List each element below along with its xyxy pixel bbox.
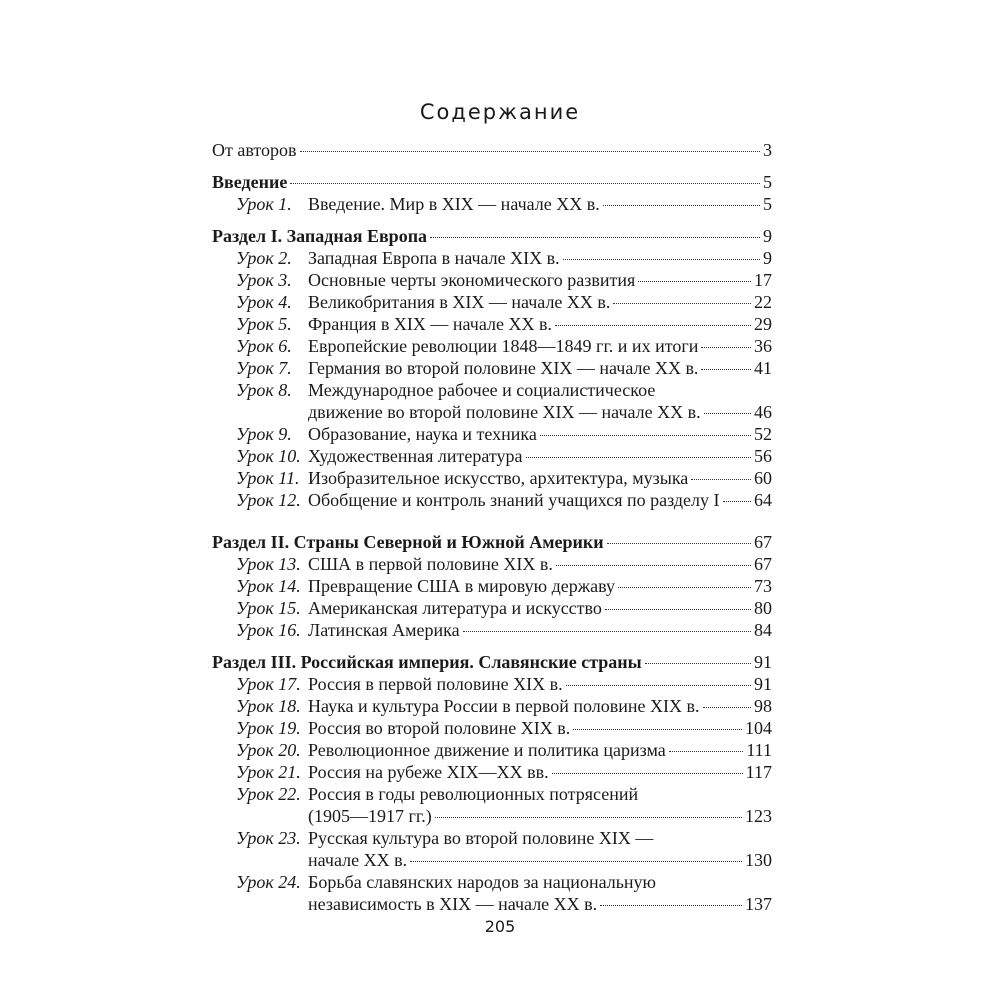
dot-leader: [290, 183, 760, 184]
lesson-number: Урок 4.: [236, 292, 292, 312]
toc-lesson-row: [212, 597, 772, 619]
lesson-number: Урок 2.: [236, 248, 292, 268]
dot-leader: [552, 773, 743, 774]
dot-leader: [435, 817, 742, 818]
toc-page-number: 5: [763, 172, 772, 192]
dot-leader: [566, 685, 751, 686]
toc-page-number: 56: [754, 446, 772, 466]
dot-leader: [703, 707, 752, 708]
toc-page-number: 41: [754, 358, 772, 378]
dot-leader: [603, 205, 760, 206]
dot-leader: [605, 609, 751, 610]
dot-leader: [430, 237, 760, 238]
lesson-number: Урок 5.: [236, 314, 292, 334]
toc-spacer: [212, 215, 772, 225]
toc-page-number: 111: [746, 740, 772, 760]
toc-section-title: Раздел I. Западная Европа: [212, 226, 428, 246]
lesson-title: Изобразительное искусство, архитектура, музыка: [308, 468, 689, 488]
toc-section-row: [212, 171, 772, 193]
toc-lesson-row: [212, 575, 772, 597]
dot-leader: [410, 861, 742, 862]
lesson-title: Россия на рубеже XIX—XX вв.: [308, 762, 549, 782]
lesson-title: Европейские революции 1848—1849 гг. и их итоги: [308, 336, 699, 356]
toc-lesson-row: [212, 247, 772, 269]
lesson-number: Урок 16.: [236, 620, 301, 640]
lesson-number: Урок 14.: [236, 576, 301, 596]
lesson-number: Урок 6.: [236, 336, 292, 356]
dot-leader: [723, 501, 751, 502]
toc-lesson-row: [212, 695, 772, 717]
dot-leader: [540, 435, 751, 436]
toc-spacer: [212, 511, 772, 531]
toc-lesson-row: [212, 739, 772, 761]
lesson-title: Образование, наука и техника: [308, 424, 537, 444]
toc-lesson-continuation: [212, 805, 772, 827]
toc-lesson-row: [212, 783, 772, 805]
lesson-number: Урок 11.: [236, 468, 300, 488]
lesson-number: Урок 17.: [236, 674, 301, 694]
lesson-title: Германия во второй половине XIX — начале XX в.: [308, 358, 699, 378]
toc-lesson-row: [212, 269, 772, 291]
dot-leader: [526, 457, 751, 458]
lesson-title: Американская литература и искусство: [308, 598, 602, 618]
lesson-title-continued: независимость в XIX — начале XX в.: [308, 894, 598, 914]
dot-leader: [607, 543, 751, 544]
lesson-number: Урок 19.: [236, 718, 301, 738]
toc-page-number: 52: [754, 424, 772, 444]
toc-page-number: 9: [763, 226, 772, 246]
toc-page-number: 80: [754, 598, 772, 618]
toc-entry-title: От авторов: [212, 140, 297, 160]
dot-leader: [573, 729, 742, 730]
lesson-title: Художественная литература: [308, 446, 523, 466]
dot-leader: [555, 325, 751, 326]
toc-page-number: 73: [754, 576, 772, 596]
toc-lesson-row: [212, 335, 772, 357]
dot-leader: [618, 587, 751, 588]
toc-lesson-continuation: [212, 893, 772, 915]
toc-page-number: 46: [754, 402, 772, 422]
dot-leader: [463, 631, 751, 632]
toc-page-number: 29: [754, 314, 772, 334]
lesson-number: Урок 22.: [236, 784, 301, 804]
dot-leader: [691, 479, 751, 480]
toc-page-number: 22: [754, 292, 772, 312]
dot-leader: [613, 303, 751, 304]
lesson-title: Борьба славянских народов за национальную: [308, 872, 656, 892]
toc-page-number: 64: [754, 490, 772, 510]
lesson-title-continued: (1905—1917 гг.): [308, 806, 432, 826]
toc-page-number: 36: [754, 336, 772, 356]
toc-page-number: 104: [745, 718, 772, 738]
toc-spacer: [212, 641, 772, 651]
lesson-title: Обобщение и контроль знаний учащихся по разделу I: [308, 490, 720, 510]
lesson-title: Россия во второй половине XIX в.: [308, 718, 571, 738]
toc-lesson-row: [212, 193, 772, 215]
lesson-title: Россия в первой половине XIX в.: [308, 674, 563, 694]
lesson-number: Урок 7.: [236, 358, 292, 378]
toc-lesson-row: [212, 489, 772, 511]
lesson-number: Урок 18.: [236, 696, 301, 716]
dot-leader: [701, 347, 751, 348]
lesson-number: Урок 9.: [236, 424, 292, 444]
lesson-title: Латинская Америка: [308, 620, 460, 640]
toc-page-number: 137: [745, 894, 772, 914]
toc-page-number: 17: [754, 270, 772, 290]
page-number: 205: [484, 917, 516, 936]
lesson-number: Урок 20.: [236, 740, 301, 760]
toc-section-title: Введение: [212, 172, 288, 192]
toc-spacer: [212, 161, 772, 171]
lesson-number: Урок 1.: [236, 194, 292, 214]
lesson-number: Урок 23.: [236, 828, 301, 848]
lesson-title: Западная Европа в начале XIX в.: [308, 248, 560, 268]
lesson-number: Урок 21.: [236, 762, 301, 782]
dot-leader: [701, 369, 751, 370]
dot-leader: [600, 905, 742, 906]
lesson-title: Основные черты экономического развития: [308, 270, 636, 290]
toc-page-number: 3: [763, 140, 772, 160]
lesson-number: Урок 3.: [236, 270, 292, 290]
toc-page-number: 84: [754, 620, 772, 640]
lesson-title: Франция в XIX — начале XX в.: [308, 314, 552, 334]
dot-leader: [704, 413, 751, 414]
toc-lesson-row: [212, 619, 772, 641]
lesson-title: Россия в годы революционных потрясений: [308, 784, 639, 804]
lesson-title: Превращение США в мировую державу: [308, 576, 616, 596]
toc-lesson-row: [212, 467, 772, 489]
lesson-number: Урок 12.: [236, 490, 301, 510]
toc-section-row: [212, 225, 772, 247]
lesson-title: США в первой половине XIX в.: [308, 554, 553, 574]
table-of-contents: [212, 139, 772, 915]
toc-section-title: Раздел II. Страны Северной и Южной Америки: [212, 532, 604, 552]
toc-lesson-row: [212, 357, 772, 379]
toc-page-number: 123: [745, 806, 772, 826]
toc-lesson-row: [212, 761, 772, 783]
toc-page-number: 67: [754, 532, 772, 552]
toc-page-number: 91: [754, 674, 772, 694]
lesson-title: Наука и культура России в первой половине XIX в.: [308, 696, 700, 716]
lesson-number: Урок 8.: [236, 380, 292, 400]
dot-leader: [556, 565, 751, 566]
toc-page-number: 130: [745, 850, 772, 870]
toc-lesson-row: [212, 717, 772, 739]
toc-lesson-row: [212, 445, 772, 467]
lesson-number: Урок 13.: [236, 554, 301, 574]
dot-leader: [300, 151, 760, 152]
toc-page-number: 91: [754, 652, 772, 672]
toc-lesson-row: [212, 379, 772, 401]
toc-entry-row: [212, 139, 772, 161]
toc-lesson-continuation: [212, 849, 772, 871]
toc-lesson-row: [212, 673, 772, 695]
toc-page-number: 117: [745, 762, 772, 782]
toc-lesson-row: [212, 423, 772, 445]
dot-leader: [669, 751, 744, 752]
lesson-title: Введение. Мир в XIX — начале XX в.: [308, 194, 600, 214]
lesson-number: Урок 10.: [236, 446, 301, 466]
toc-page-number: 60: [754, 468, 772, 488]
lesson-number: Урок 15.: [236, 598, 301, 618]
toc-section-row: [212, 531, 772, 553]
lesson-number: Урок 24.: [236, 872, 301, 892]
lesson-title: Международное рабочее и социалистическое: [308, 380, 656, 400]
toc-section-title: Раздел III. Российская империя. Славянские страны: [212, 652, 642, 672]
toc-lesson-row: [212, 291, 772, 313]
toc-section-row: [212, 651, 772, 673]
lesson-title: Русская культура во второй половине XIX —: [308, 828, 654, 848]
toc-lesson-row: [212, 553, 772, 575]
toc-lesson-row: [212, 313, 772, 335]
toc-page-number: 5: [763, 194, 772, 214]
toc-lesson-continuation: [212, 401, 772, 423]
lesson-title: Великобритания в XIX — начале XX в.: [308, 292, 611, 312]
dot-leader: [645, 663, 751, 664]
toc-lesson-row: [212, 871, 772, 893]
lesson-title-continued: движение во второй половине XIX — начале XX в.: [308, 402, 701, 422]
dot-leader: [638, 281, 751, 282]
lesson-title-continued: начале XX в.: [308, 850, 408, 870]
dot-leader: [563, 259, 760, 260]
toc-lesson-row: [212, 827, 772, 849]
toc-page-number: 9: [763, 248, 772, 268]
toc-page-number: 98: [754, 696, 772, 716]
lesson-title: Революционное движение и политика царизма: [308, 740, 666, 760]
page-title: Содержание: [419, 100, 581, 124]
toc-page-number: 67: [754, 554, 772, 574]
